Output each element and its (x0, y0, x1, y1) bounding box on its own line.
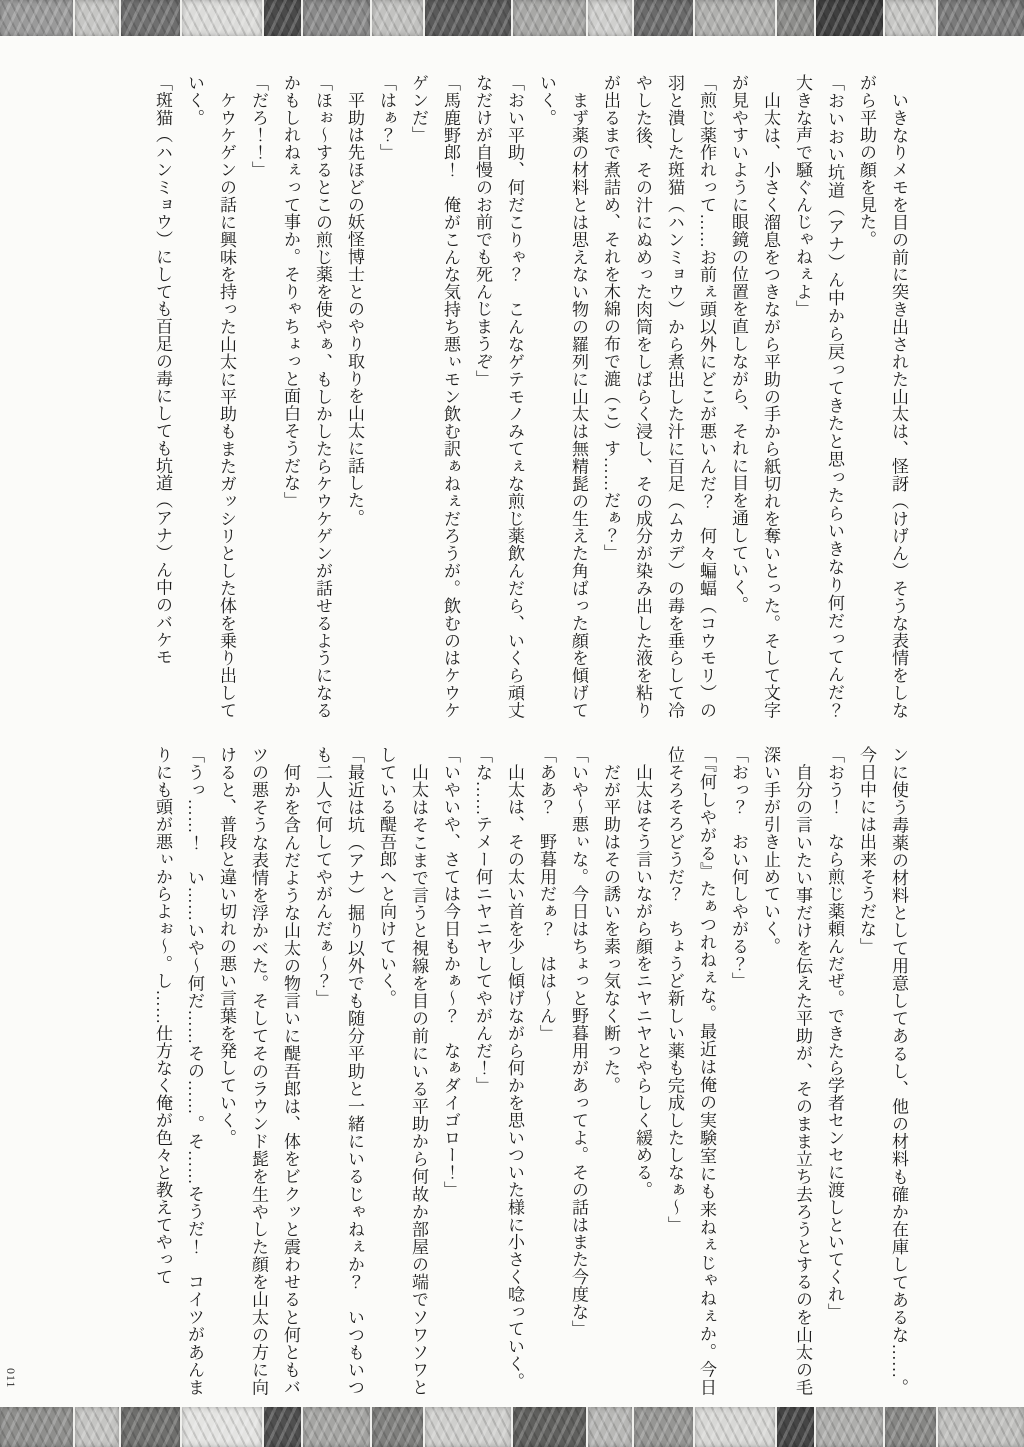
page-number: 011 (4, 1368, 18, 1389)
stone-tile (816, 0, 882, 36)
paragraph: 「はぁ？」 (377, 74, 396, 161)
stone-tile (938, 1407, 1024, 1447)
stone-tile (695, 0, 775, 36)
paragraph: ケウケゲンの話に興味を持った山太に平助もまたガッシリとした体を乗り出していく。 (185, 74, 236, 719)
paragraph: 何かを含んだような山太の物言いに醍吾郎は、体をビクッと震わせると何ともバツの悪そうな表情を浮かべた。そしてそのラウンド髭を生やした顔を山太の方に向けると、普段と違い切れの悪い言葉を発していく。 (217, 746, 300, 1396)
paragraph: 「煎じ薬作れって……お前ぇ頭以外にどこが悪いんだ？ 何々蝙蝠（コウモリ）の羽と潰した斑猫（ハンミョウ）から煮出した汁に百足（ムカデ）の毒を垂らして冷やした後、その汁にぬめった肉筒をしばらく浸し、その成分が染み出した液を粘りが出るまで煮詰め、それを木綿の布で漉（こ）す……だぁ？」 (601, 74, 716, 719)
stone-tile (0, 1407, 73, 1447)
paragraph: 「おい平助、何だこりゃ？ こんなゲテモノみてぇな煎じ薬飲んだら、いくら頑丈なだけが自慢のお前でも死んじまうぞ」 (473, 74, 524, 719)
stone-tile (816, 1407, 882, 1447)
stone-tile (695, 1407, 775, 1447)
stone-tile (777, 1407, 814, 1447)
stone-tile (303, 0, 369, 36)
paragraph: 「うっ……！ い……いや〜何だ……その……。そ……そうだ！ コイツがあんまりにも頭が悪ぃからよぉ〜。し……仕方なく俺が色々と教えてやって (153, 746, 204, 1396)
stone-tile (372, 0, 423, 36)
paragraph: 自分の言いたい事だけを伝えた平助が、そのまま立ち去ろうとするのを山太の毛深い手が引き止めていく。 (761, 746, 812, 1396)
stone-tile (425, 0, 512, 36)
paragraph: ンに使う毒薬の材料として用意してあるし、他の材料も確か在庫してあるな……。今日中には出来そうだな」 (857, 746, 908, 1396)
paragraph: 「馬鹿野郎！ 俺がこんな気持ち悪ぃモン飲む訳ぁねぇだろうが。飲むのはケウケゲンだ」 (409, 74, 460, 719)
paragraph: 「だろ！！」 (249, 74, 268, 179)
paragraph: 「最近は坑（アナ）掘り以外でも随分平助と一緒にいるじゃねぇか？ いつもいつも二人で何してやがんだぁ〜？」 (313, 746, 364, 1396)
paragraph: 「斑猫（ハンミョウ）にしても百足の毒にしても坑道（アナ）ん中のバケモ (153, 74, 172, 666)
stone-tile (264, 1407, 301, 1447)
paragraph: だが平助はその誘いを素っ気なく断った。 (601, 746, 620, 1094)
paragraph: いきなりメモを目の前に突き出された山太は、怪訝（けげん）そうな表情をしながら平助の顔を見た。 (857, 74, 908, 719)
stone-tile (264, 0, 301, 36)
stone-tile (513, 1407, 586, 1447)
stone-tile (182, 0, 262, 36)
stone-tile (75, 0, 119, 36)
stone-tile (372, 1407, 423, 1447)
stone-tile (634, 1407, 693, 1447)
stone-tile (634, 0, 693, 36)
bottom-border-decoration (0, 1407, 1024, 1447)
paragraph: 「おう！ なら煎じ薬頼んだぜ。できたら学者センセに渡しといてくれ」 (825, 746, 844, 1321)
stone-tile (121, 0, 180, 36)
text-block-bottom (146, 746, 914, 1396)
paragraph: 「おいおい坑道（アナ）ん中から戻ってきたと思ったらいきなり何だってんだ？ 大きな声で騒ぐんじゃねぇよ」 (793, 74, 844, 737)
stone-tile (588, 1407, 632, 1447)
stone-tile (588, 0, 632, 36)
stone-tile (885, 0, 936, 36)
stone-tile (75, 1407, 119, 1447)
paragraph: 「な……テメー何ニヤニヤしてやがんだ！」 (473, 746, 492, 1094)
paragraph: まず薬の材料とは思えない物の羅列に山太は無精髭の生えた角ばった顔を傾げていく。 (537, 74, 588, 719)
stone-tile (425, 1407, 512, 1447)
stone-tile (938, 0, 1024, 36)
text-block-top (146, 74, 914, 737)
paragraph: 山太は、小さく溜息をつきながら平助の手から紙切れを奪いとった。そして文字が見やすいように眼鏡の位置を直しながら、それに目を通していく。 (729, 74, 780, 719)
paragraph: 山太はそう言いながら顔をニヤニヤとやらしく緩める。 (633, 746, 652, 1199)
top-border-decoration (0, 0, 1024, 36)
paragraph: 「いやいや、さては今日もかぁ〜？ なぁダイゴロー！」 (441, 746, 460, 1199)
stone-tile (0, 0, 73, 36)
paragraph: 「ああ？ 野暮用だぁ？ はは〜ん」 (537, 746, 556, 1042)
paragraph: 山太はそこまで言うと視線を目の前にいる平助から何故か部屋の端でソワソワとしている醍吾郎へと向けていく。 (377, 746, 428, 1396)
stone-tile (777, 0, 814, 36)
stone-tile (303, 1407, 369, 1447)
stone-tile (513, 0, 586, 36)
stone-tile (121, 1407, 180, 1447)
paragraph: 「いや〜悪ぃな。今日はちょっと野暮用があってよ。その話はまた今度な」 (569, 746, 588, 1338)
stone-tile (182, 1407, 262, 1447)
paragraph: 「おっ？ おい何しやがる？」 (729, 746, 748, 990)
paragraph: 山太は、その太い首を少し傾げながら何かを思いついた様に小さく唸っていく。 (505, 746, 524, 1390)
paragraph: 「ほぉ〜するとこの煎じ薬を使やぁ、もしかしたらケウケゲンが話せるようになるかもしれねぇって事か。そりゃちょっと面白そうだな」 (281, 74, 332, 719)
stone-tile (885, 1407, 936, 1447)
paragraph: 「『何しやがる』たぁつれねぇな。最近は俺の実験室にも来ねぇじゃねぇか。今日位そろそろどうだ？ ちょうど新しい薬も完成したしなぁ〜」 (665, 746, 716, 1396)
paragraph: 平助は先ほどの妖怪博士とのやり取りを山太に話した。 (345, 74, 364, 527)
